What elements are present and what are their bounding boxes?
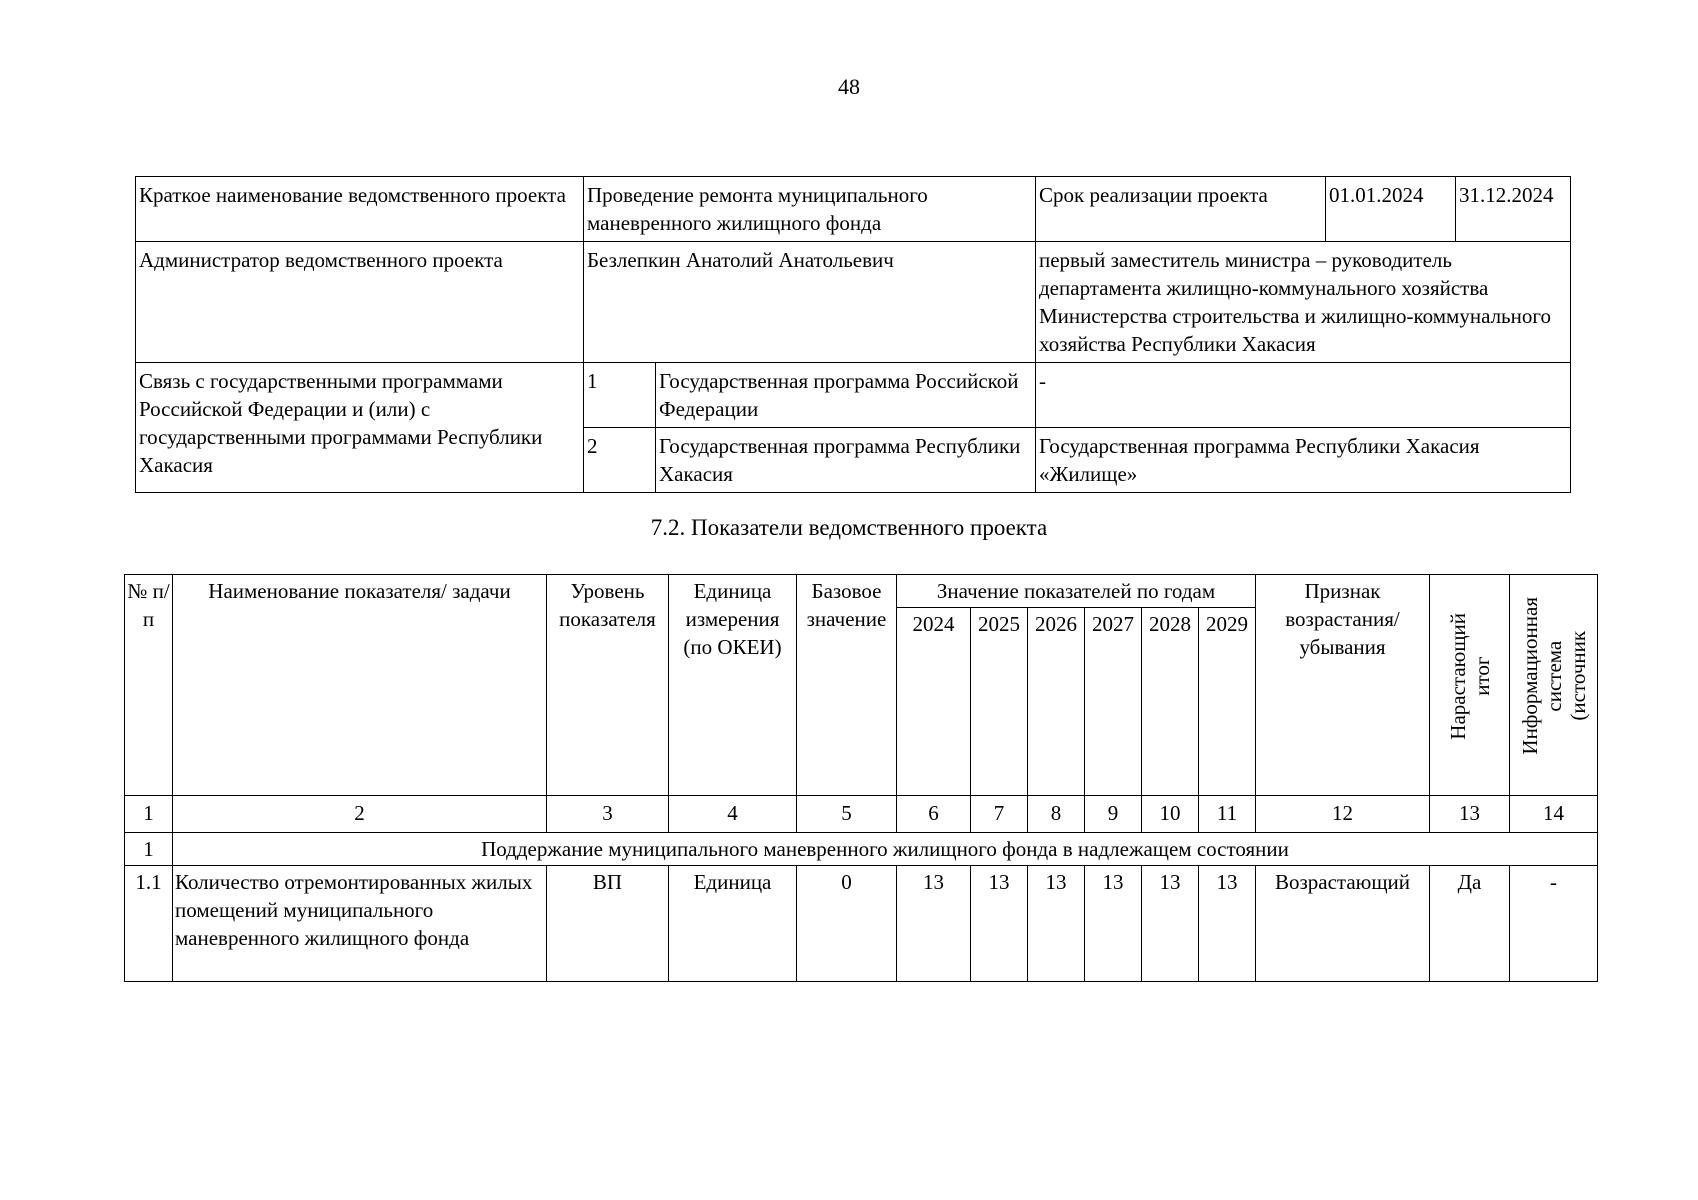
indicators-table (124, 574, 1598, 982)
header-year: 2026 (1028, 608, 1085, 796)
link-label: Связь с государственными программами Российской Федерации и (или) с государственными программами Республики Хакасия (136, 363, 584, 493)
header-cumulative (1430, 575, 1510, 796)
header-base: Базовое значение (797, 575, 897, 796)
header-level: Уровень показателя (547, 575, 669, 796)
header-year: 2028 (1142, 608, 1199, 796)
link-value: - (1036, 363, 1571, 428)
indicator-level: ВП (547, 866, 669, 982)
indicator-cumulative: Да (1430, 866, 1510, 982)
column-number: 7 (971, 796, 1028, 833)
short-name-value: Проведение ремонта муниципального маневренного жилищного фонда (584, 177, 1036, 242)
column-number: 1 (125, 796, 173, 833)
page-number: 48 (838, 74, 860, 99)
link-type: Государственная программа Республики Хакасия (656, 428, 1036, 493)
header-year: 2025 (971, 608, 1028, 796)
link-row (136, 363, 1571, 428)
project-passport-table (135, 176, 1571, 493)
period-start: 01.01.2024 (1326, 177, 1456, 242)
header-year: 2027 (1085, 608, 1142, 796)
header-unit: Единица измерения (по ОКЕИ) (669, 575, 797, 796)
header-no: № п/п (125, 575, 173, 796)
indicator-value: 13 (897, 866, 971, 982)
period-label: Срок реализации проекта (1036, 177, 1326, 242)
header-info-system (1510, 575, 1598, 796)
task-name: Поддержание муниципального маневренного жилищного фонда в надлежащем состоянии (173, 833, 1598, 866)
short-name-label: Краткое наименование ведомственного проекта (136, 177, 584, 242)
indicator-trend: Возрастающий (1256, 866, 1430, 982)
admin-label: Администратор ведомственного проекта (136, 242, 584, 363)
column-number: 9 (1085, 796, 1142, 833)
task-no: 1 (125, 833, 173, 866)
column-number: 14 (1510, 796, 1598, 833)
column-number: 3 (547, 796, 669, 833)
column-number: 8 (1028, 796, 1085, 833)
header-year: 2024 (897, 608, 971, 796)
short-name-row (136, 177, 1571, 242)
indicator-value: 13 (1142, 866, 1199, 982)
section-title: 7.2. Показатели ведомственного проекта (650, 515, 1048, 540)
column-number: 12 (1256, 796, 1430, 833)
column-numbers-row (125, 796, 1598, 833)
link-no: 2 (584, 428, 656, 493)
indicator-base: 0 (797, 866, 897, 982)
column-number: 11 (1199, 796, 1256, 833)
indicator-value: 13 (971, 866, 1028, 982)
header-cumulative-text: Нарастающий итог (1445, 612, 1494, 740)
link-value: Государственная программа Республики Хакасия «Жилище» (1036, 428, 1571, 493)
column-number: 10 (1142, 796, 1199, 833)
indicator-info-system: - (1510, 866, 1598, 982)
column-number: 2 (173, 796, 547, 833)
column-number: 13 (1430, 796, 1510, 833)
indicator-row (125, 866, 1598, 982)
column-number: 5 (797, 796, 897, 833)
period-end: 31.12.2024 (1456, 177, 1571, 242)
indicator-unit: Единица (669, 866, 797, 982)
admin-row (136, 242, 1571, 363)
indicator-value: 13 (1085, 866, 1142, 982)
indicator-value: 13 (1199, 866, 1256, 982)
task-row (125, 833, 1598, 866)
header-values-by-year: Значение показателей по годам (897, 575, 1256, 608)
indicator-value: 13 (1028, 866, 1085, 982)
indicator-name: Количество отремонтированных жилых помещений муниципального маневренного жилищного фонда (173, 866, 547, 982)
link-type: Государственная программа Российской Федерации (656, 363, 1036, 428)
header-info-system-text: Информационная система (источник (1517, 597, 1590, 755)
indicator-no: 1.1 (125, 866, 173, 982)
header-year: 2029 (1199, 608, 1256, 796)
link-no: 1 (584, 363, 656, 428)
admin-name: Безлепкин Анатолий Анатольевич (584, 242, 1036, 363)
header-name: Наименование показателя/ задачи (173, 575, 547, 796)
header-trend: Признак возрастания/ убывания (1256, 575, 1430, 796)
column-number: 4 (669, 796, 797, 833)
header-row (125, 575, 1598, 608)
column-number: 6 (897, 796, 971, 833)
admin-position: первый заместитель министра – руководитель департамента жилищно-коммунального хозяйства Министерства строительства и жилищно-коммунального хозяйства Республики Хакасия (1036, 242, 1571, 363)
